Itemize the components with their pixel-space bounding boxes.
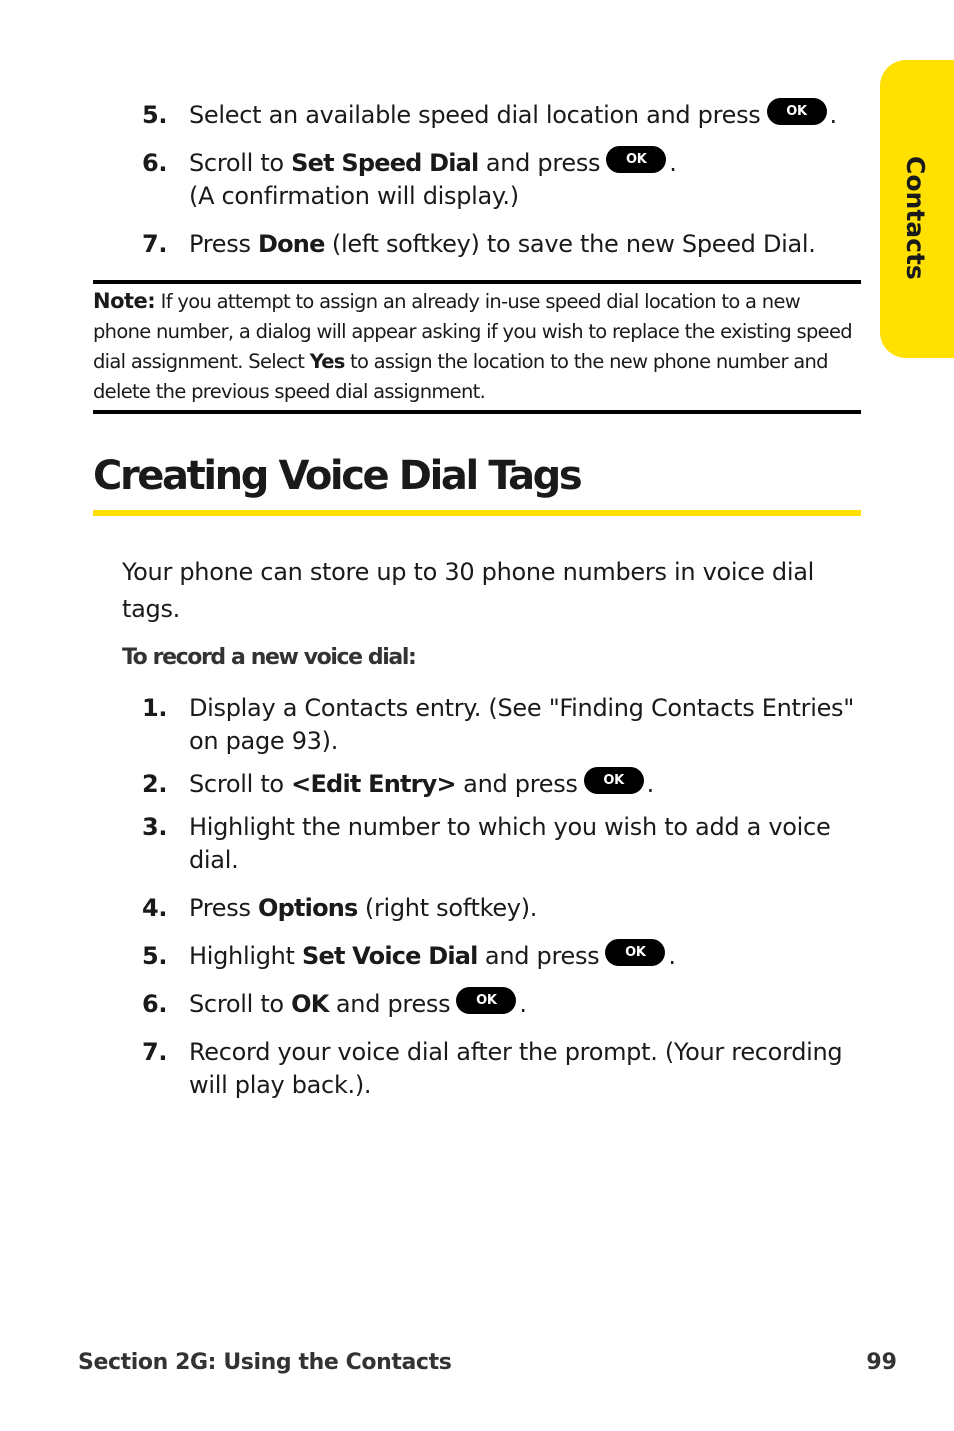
step-text: .	[829, 101, 837, 129]
procedure-subhead: To record a new voice dial:	[122, 645, 416, 670]
page-number: 99	[866, 1350, 897, 1375]
step-number: 6.	[142, 149, 168, 177]
note-text: If you attempt to assign an already in-use speed dial location to a new phone number, a dialog will appear asking if you wish to replace the existing speed dial assignment. Select	[93, 290, 852, 373]
step-number: 2.	[142, 770, 168, 798]
ok-key-icon: OK	[605, 939, 665, 966]
step-text: Scroll to	[189, 149, 292, 177]
footer-section-title: Section 2G: Using the Contacts	[78, 1350, 452, 1375]
ok-key-icon: OK	[606, 146, 666, 173]
step-bold: Done	[258, 230, 325, 258]
section-side-tab	[880, 60, 954, 358]
step-text: Press	[189, 894, 258, 922]
step-text: (right softkey).	[357, 894, 538, 922]
step-bold: Set Speed Dial	[291, 149, 479, 177]
step-bold: Set Voice Dial	[301, 942, 478, 970]
step-number: 5.	[142, 942, 168, 970]
note-bold: Yes	[309, 350, 345, 373]
step-number: 6.	[142, 990, 168, 1018]
step-text: .	[646, 770, 654, 798]
step-text: .	[669, 149, 677, 177]
ok-key-icon: OK	[584, 767, 644, 794]
step-number: 1.	[142, 694, 168, 722]
step-text: Select an available speed dial location and press	[189, 101, 761, 129]
step-bold: <Edit Entry>	[291, 770, 456, 798]
step-bold: OK	[291, 990, 329, 1018]
step-text: Highlight the number to which you wish to add a voice dial.	[189, 813, 831, 874]
step-number: 5.	[142, 101, 168, 129]
step-bold: Options	[258, 894, 358, 922]
step-text: Scroll to	[189, 770, 292, 798]
step-text: and press	[455, 770, 578, 798]
step-text: and press	[328, 990, 451, 1018]
step-text: .	[519, 990, 527, 1018]
step-text: Display a Contacts entry. (See "Finding Contacts Entries" on page 93).	[189, 694, 854, 755]
note-top-rule	[93, 280, 861, 284]
page-title: Creating Voice Dial Tags	[93, 453, 581, 499]
step-text: Highlight	[189, 942, 302, 970]
step-number: 4.	[142, 894, 168, 922]
title-underline	[93, 510, 861, 516]
ok-key-icon: OK	[767, 98, 827, 125]
step-number: 7.	[142, 230, 168, 258]
note-bottom-rule	[93, 410, 861, 414]
step-text: Record your voice dial after the prompt. (Your recording will play back.).	[189, 1038, 843, 1099]
note-text: to assign the location to the new phone number and delete the previous speed dial assignment.	[93, 350, 828, 403]
ok-key-icon: OK	[456, 987, 516, 1014]
step-text: (left softkey) to save the new Speed Dial.	[324, 230, 816, 258]
side-tab-label: Contacts	[901, 156, 931, 280]
step-number: 7.	[142, 1038, 168, 1066]
step-number: 3.	[142, 813, 168, 841]
step-text: .	[668, 942, 676, 970]
step-text: Scroll to	[189, 990, 292, 1018]
step-text: and press	[478, 149, 601, 177]
intro-paragraph: Your phone can store up to 30 phone numbers in voice dial tags.	[122, 558, 815, 623]
note-box	[93, 286, 861, 407]
step-text: (A confirmation will display.)	[189, 182, 519, 210]
step-text: and press	[477, 942, 600, 970]
step-text: Press	[189, 230, 258, 258]
note-label: Note:	[93, 289, 156, 313]
